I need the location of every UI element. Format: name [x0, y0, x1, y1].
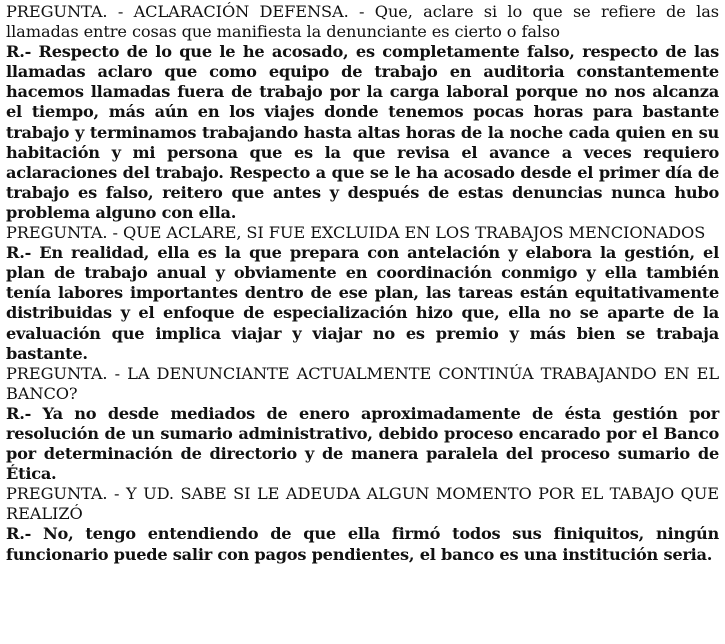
answer-4: R.- No, tengo entendiendo de que ella firmó todos sus finiquitos, ningún funcionario puede salir con pagos pendientes, el banco es una institución seria.: [6, 524, 719, 564]
answer-3: R.- Ya no desde mediados de enero aproximadamente de ésta gestión por resolución de un sumario administrativo, debido proceso encarado por el Banco por determinación de directorio y de manera paralela del proceso sumario de Ética.: [6, 403, 719, 484]
question-2: PREGUNTA. - QUE ACLARE, SI FUE EXCLUIDA EN LOS TRABAJOS MENCIONADOS: [6, 223, 706, 243]
question-3: PREGUNTA. - LA DENUNCIANTE ACTUALMENTE CONTINÚA TRABAJANDO EN EL BANCO?: [6, 363, 719, 403]
answer-2: R.- En realidad, ella es la que prepara con antelación y elabora la gestión, el plan de trabajo anual y obviamente en coordinación conmigo y ella también tenía labores importantes dentro de ese plan, las tareas están equitativamente distribuidas y el enfoque de especialización hizo que, ella no se aparte de la evaluación que implica viajar y viajar no es premio y más bien se trabaja bastante.: [6, 243, 719, 363]
answer-1: R.- Respecto de lo que le he acosado, es completamente falso, respecto de las llamadas aclaro que como equipo de trabajo en auditoria constantemente hacemos llamadas fuera de trabajo por la carga laboral porque no nos alcanza el tiempo, más aún en los viajes donde tenemos pocas horas para bastante trabajo y terminamos trabajando hasta altas horas de la noche cada quien en su habitación y mi persona que es la que revisa el avance a veces requiero aclaraciones del trabajo. Respecto a que se le ha acosado desde el primer día de trabajo es falso, reitero que antes y después de estas denuncias nunca hubo problema alguno con ella.: [6, 42, 719, 222]
question-4: PREGUNTA. - Y UD. SABE SI LE ADEUDA ALGUN MOMENTO POR EL TABAJO QUE REALIZÓ: [6, 484, 719, 524]
question-1: PREGUNTA. - ACLARACIÓN DEFENSA. - Que, aclare si lo que se refiere de las llamadas entre cosas que manifiesta la denunciante es cierto o falso: [6, 2, 719, 42]
